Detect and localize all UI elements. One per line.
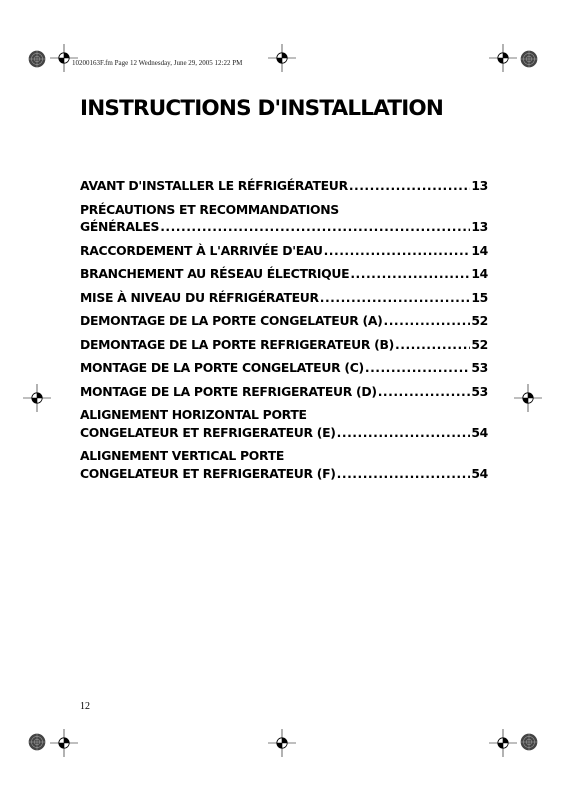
toc-entry-page: 13 — [471, 219, 488, 234]
registration-cross-icon — [268, 44, 296, 72]
toc-leader-dots — [378, 383, 471, 401]
registration-disc-icon — [516, 46, 542, 72]
toc-entry-title: AVANT D'INSTALLER LE RÉFRIGÉRATEUR — [80, 178, 348, 193]
registration-cross-icon — [489, 729, 517, 757]
page-title: INSTRUCTIONS D'INSTALLATION — [80, 96, 444, 121]
toc-entry-page: 53 — [471, 383, 488, 399]
registration-cross-icon — [23, 384, 51, 412]
toc-entry-title: CONGELATEUR ET REFRIGERATEUR (F) — [80, 465, 336, 481]
print-header-line: 10200163F.fm Page 12 Wednesday, June 29, 2005 12:22 PM — [72, 59, 243, 67]
toc-entry-title-line1: ALIGNEMENT HORIZONTAL PORTE — [80, 407, 307, 422]
toc-entry-title-line1: ALIGNEMENT VERTICAL PORTE — [80, 448, 285, 463]
toc-entry[interactable] — [80, 336, 488, 354]
toc-entry[interactable] — [80, 242, 488, 260]
toc-entry-page: 13 — [471, 178, 488, 193]
toc-entry-title-line1: PRÉCAUTIONS ET RECOMMANDATIONS — [80, 201, 339, 217]
toc-leader-dots — [395, 336, 470, 354]
toc-entry[interactable] — [80, 177, 488, 195]
registration-cross-icon — [514, 384, 542, 412]
registration-cross-icon — [50, 44, 78, 72]
toc-entry-page: 15 — [471, 289, 488, 305]
toc-leader-dots — [320, 289, 471, 307]
toc-entry-page: 54 — [471, 424, 488, 440]
toc-entry[interactable] — [80, 406, 488, 441]
toc-entry-title: MONTAGE DE LA PORTE REFRIGERATEUR (D) — [80, 383, 377, 399]
toc-entry-title: MISE À NIVEAU DU RÉFRIGÉRATEUR — [80, 289, 319, 305]
toc-entry[interactable] — [80, 447, 488, 482]
toc-entry-title: DEMONTAGE DE LA PORTE REFRIGERATEUR (B) — [80, 336, 395, 352]
toc-entry-page: 14 — [471, 266, 488, 281]
registration-disc-icon — [24, 46, 50, 72]
toc-entry-title: RACCORDEMENT À L'ARRIVÉE D'EAU — [80, 242, 323, 258]
toc-entry[interactable] — [80, 265, 488, 283]
toc-entry[interactable] — [80, 383, 488, 401]
registration-cross-icon — [50, 729, 78, 757]
toc-leader-dots — [324, 242, 471, 260]
table-of-contents — [80, 177, 488, 488]
toc-entry[interactable] — [80, 312, 488, 330]
toc-entry[interactable] — [80, 201, 488, 236]
page-number: 12 — [80, 701, 90, 712]
toc-entry-page: 14 — [471, 242, 488, 258]
toc-entry-title: CONGELATEUR ET REFRIGERATEUR (E) — [80, 424, 336, 440]
toc-entry-title: DEMONTAGE DE LA PORTE CONGELATEUR (A) — [80, 313, 383, 328]
toc-entry[interactable] — [80, 289, 488, 307]
registration-disc-icon — [24, 729, 50, 755]
registration-cross-icon — [489, 44, 517, 72]
toc-entry[interactable] — [80, 359, 488, 377]
toc-leader-dots — [337, 424, 471, 442]
toc-entry-page: 52 — [471, 336, 488, 352]
toc-entry-page: 53 — [471, 360, 488, 375]
toc-leader-dots — [384, 312, 471, 330]
registration-cross-icon — [268, 729, 296, 757]
toc-leader-dots — [350, 265, 470, 283]
toc-entry-title: BRANCHEMENT AU RÉSEAU ÉLECTRIQUE — [80, 266, 350, 281]
toc-entry-page: 54 — [471, 465, 488, 481]
toc-leader-dots — [365, 359, 470, 377]
toc-entry-title: GÉNÉRALES — [80, 219, 160, 234]
toc-leader-dots — [160, 218, 470, 236]
toc-entry-page: 52 — [471, 313, 488, 328]
toc-leader-dots — [349, 177, 471, 195]
toc-entry-title: MONTAGE DE LA PORTE CONGELATEUR (C) — [80, 360, 364, 375]
toc-leader-dots — [337, 465, 471, 483]
registration-disc-icon — [516, 729, 542, 755]
